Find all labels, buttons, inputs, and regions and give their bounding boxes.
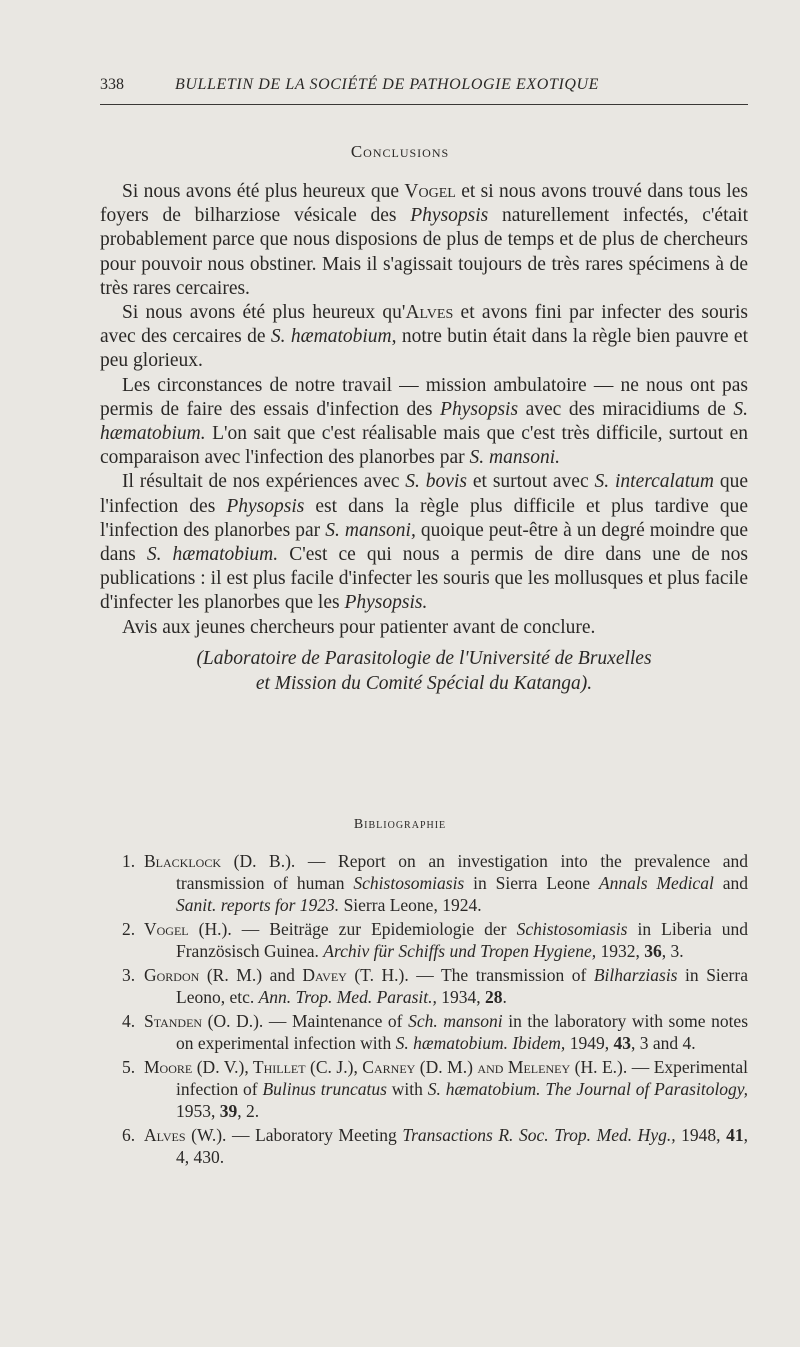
paragraph-3: Les circonstances de notre travail — mission ambulatoire — ne nous ont pas permis de faire des essais d'infection des Physopsis avec des miracidiums de S. hæmatobium. L'on sait que c'est réalisable mais que c'est très difficile, surtout en comparaison avec l'infection des planorbes par S. mansoni. [100, 374, 748, 469]
paragraph-5: Avis aux jeunes chercheurs pour patienter avant de conclure. [122, 616, 596, 638]
paragraph-4: Il résultait de nos expériences avec S. bovis et surtout avec S. intercalatum que l'infection des Physopsis est dans la règle plus difficile et plus tardive que l'infection des planorbes par S. mansoni, quoique peut-être à un degré moindre que dans S. hæmatobium. C'est ce qui nous a permis de dire dans une de nos publications : il est plus facile d'infecter les souris que les mollusques et plus facile d'infecter les planorbes que les Physopsis. [100, 471, 748, 614]
header-rule [100, 104, 748, 105]
reference-item: 2. Vogel (H.). — Beiträge zur Epidemiologie der Schistosomiasis in Liberia und Französisch Guinea. Archiv für Schiffs und Tropen Hygiene, 1932, 36, 3. [122, 919, 748, 961]
reference-item: 3. Gordon (R. M.) and Davey (T. H.). — The transmission of Bilharziasis in Sierra Leono, etc. Ann. Trop. Med. Parasit., 1934, 28. [122, 965, 748, 1007]
affiliation: (Laboratoire de Parasitologie de l'Université de Bruxelles et Mission du Comité Spécial du Katanga). [196, 647, 652, 694]
reference-item: 1. Blacklock (D. B.). — Report on an investigation into the prevalence and transmission of human Schistosomiasis in Sierra Leone Annals Medical and Sanit. reports for 1923. Sierra Leone, 1924. [122, 851, 748, 915]
reference-item: 4. Standen (O. D.). — Maintenance of Sch. mansoni in the laboratory with some notes on experimental infection with S. hæmatobium. Ibidem, 1949, 43, 3 and 4. [122, 1011, 749, 1053]
conclusions-body [100, 180, 748, 696]
bibliography-title: Bibliographie [353, 817, 447, 832]
reference-list [100, 850, 748, 1170]
reference-item: 5. Moore (D. V.), Thillet (C. J.), Carney (D. M.) and Meleney (H. E.). — Experimental infection of Bulinus truncatus with S. hæmatobium. The Journal of Parasitology, 1953, 39, 2. [122, 1057, 748, 1121]
paragraph-1: Si nous avons été plus heureux que Vogel et si nous avons trouvé dans tous les foyers de bilharziose vésicale des Physopsis naturellement infectés, c'était probablement parce que nous disposions de plus de temps et de plus de chercheurs pour pouvoir nous obstiner. Mais il s'agissait toujours de très rares spécimens à de très rares cercaires. [100, 181, 748, 299]
journal-title: BULLETIN DE LA SOCIÉTÉ DE PATHOLOGIE EXOTIQUE [175, 76, 600, 93]
running-header [100, 74, 748, 102]
section-title: Conclusions [350, 142, 450, 161]
reference-item: 6. Alves (W.). — Laboratory Meeting Transactions R. Soc. Trop. Med. Hyg., 1948, 41, 4, 430. [122, 1125, 749, 1167]
paragraph-2: Si nous avons été plus heureux qu'Alves et avons fini par infecter des souris avec des cercaires de S. hæmatobium, notre butin était dans la règle bien pauvre et peu glorieux. [100, 302, 748, 372]
page-number: 338 [100, 76, 124, 93]
